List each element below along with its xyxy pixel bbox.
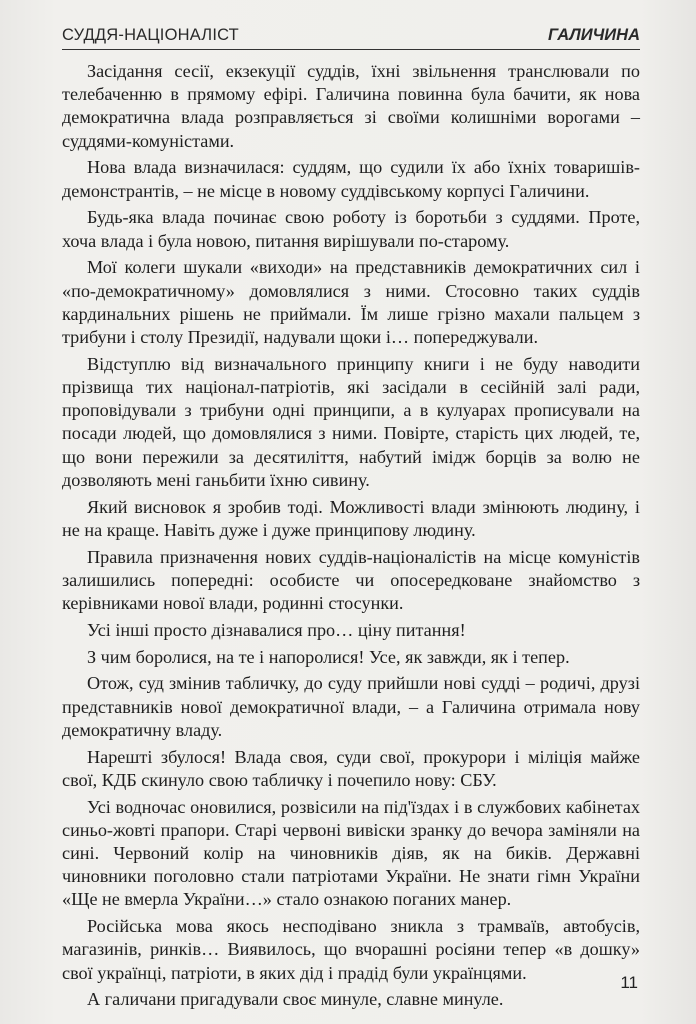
paragraph: А галичани пригадували своє минуле, славне минуле. <box>87 989 504 1010</box>
paragraph: Який висновок я зробив тоді. Можливості влади змінюють людину, і не на краще. Навіть дуже і дуже принципову людину. <box>62 496 640 540</box>
paragraph: Нова влада визначилася: суддям, що судили їх або їхніх товаришів-демонстрантів, – не місце в новому суддівському корпусі Галичини. <box>62 157 640 201</box>
page-number: 11 <box>620 973 638 992</box>
header-rule <box>62 49 640 50</box>
header-section-title: ГАЛИЧИНА <box>548 26 640 44</box>
paragraph: Отож, суд змінив табличку, до суду прийшли нові судді – родичі, друзі представників нової демократичної влади, – а Галичина отримала нову демократичну владу. <box>62 673 640 740</box>
paragraph: Засідання сесії, екзекуції суддів, їхні звільнення транслювали по телебаченню в прямому ефірі. Галичина повинна була бачити, як нова демократична влада розправляється зі своїми колишніми ворогами – суддями-комуністами. <box>62 61 640 151</box>
paragraph: Нарешті збулося! Влада своя, суди свої, прокурори і міліція майже свої, КДБ скинуло свою табличку і почепило нову: СБУ. <box>62 746 640 790</box>
paragraph: Відступлю від визначального принципу книги і не буду наводити прізвища тих націонал-патріотів, які засідали в сесійній залі ради, проповідували з трибуни одні принципи, а в кулуарах прописували на посади людей, що домовлялися з ними. Повірте, старість цих людей, те, що вони пережили за десятиліття, набутий імідж борців за волю не дозволяють мені ганьбити їхню сивину. <box>62 353 640 490</box>
paragraph: Будь-яка влада починає свою роботу із боротьби з суддями. Проте, хоча влада і була новою, питання вирішували по-старому. <box>62 207 640 251</box>
header-chapter-title: СУДДЯ-НАЦІОНАЛІСТ <box>62 26 239 44</box>
paragraph: Правила призначення нових суддів-націоналістів на місце комуністів залишились попередні: особисте чи опосередковане знайомство з керівниками нової влади, родинні стосунки. <box>62 546 640 614</box>
paragraph: З чим боролися, на те і напоролися! Усе, як завжди, як і тепер. <box>87 646 570 667</box>
paragraph: Усі водночас оновилися, розвісили на під'їздах і в службових кабінетах синьо-жовті прапори. Старі червоні вивіски зранку до вечора заміняли на сині. Червоний колір на чиновників діяв, як на биків. Державні чиновники поголовно стали патріотами України. Не знати гімн України «Ще не вмерла України…» стало ознакою поганих манер. <box>62 796 640 910</box>
paragraph: Російська мова якось несподівано зникла з трамваїв, автобусів, магазинів, ринків… Виявилось, що вчорашні росіяни тепер «в дошку» свої українці, патріоти, в яких дід і прадід були українцями. <box>62 916 640 983</box>
running-header <box>62 22 640 52</box>
body-text <box>62 60 640 1012</box>
paragraph: Мої колеги шукали «виходи» на представників демократичних сил і «по-демократичному» домовлялися з ними. Стосовно таких суддів кардинальних рішень не приймали. Їм лише грізно махали пальцем з трибуни і столу Президії, надували щоки і… попереджували. <box>62 257 640 348</box>
paragraph: Усі інші просто дізнавалися про… ціну питання! <box>87 619 466 640</box>
